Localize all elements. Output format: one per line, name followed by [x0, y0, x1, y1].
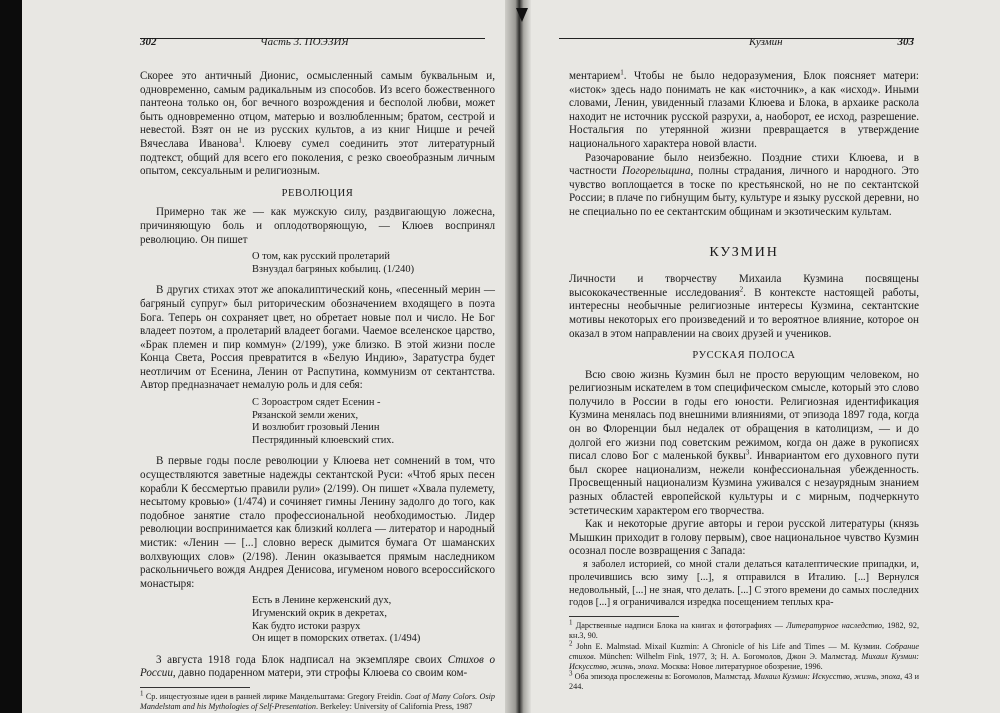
verse-quote: С Зороастром сядет Есенин - Рязанской земли жених, И возлюбит грозовый Ленин Пестрядинный клюевский стих. [252, 397, 395, 446]
paragraph: Скорее это античный Дионис, осмысленный самым буквальным и, одновременно, самым радикальным из способов. Из всего божественного пантеона только он, бог вечного возрождения и бесполой любви, может быть одновременно отцом, матерью и возлюбленным; братом, сестрой и невестой. Взят он не из русских культов, а из книг Ницше и речей Вячеслава Иванова$^1$. Клюеву сумел соединить этот литературный подтекст, общий для всего его поколения, с резко своеобразным личным опытом, сексуальным и религиозным. [140, 70, 495, 178]
footnote: 1 Ср. инцестуозные идеи в ранней лирике Мандельштама: Gregory Freidin. Coat of Many Colors. Osip Mandelstam and his Mythologies of Self-Presentation. Berkeley: University of California Press, 1987 [140, 689, 495, 712]
verse-quote: О том, как русский пролетарий Взнуздал багряных кобылиц. (1/240) [252, 251, 415, 275]
footnote: 2 John E. Malmstad. Mixail Kuzmin: A Chronicle of his Life and Times — M. Кузмин. Собрание стихов. München: Wilhelm Fink, 1977, 3; Н. А. Богомолов, Джон Э. Малмстад. Михаил Кузмин: Искусство, жизнь, эпоха. Москва: Новое литературное обозрение, 1996. [569, 638, 920, 671]
verse-quote: Есть в Ленине керженский дух, Игуменский окрик в декретах, Как будто истоки разрух Он ищет в поморских ответах. (1/494) [252, 595, 421, 645]
right-running-title: Кузмин [749, 36, 783, 48]
section-heading-russian-strip: РУССКАЯ ПОЛОСА [692, 350, 796, 362]
chapter-title-kuzmin: КУЗМИН [709, 244, 779, 260]
paragraph: В первые годы после революции у Клюева нет сомнений в том, что осуществляются заветные надежды сектантской Руси: «Чтоб ярых песен корабли К бессмертью правили рули» (2/199). Он пишет «Хвала пулемету, несытому кровью» (1/474) и сочиняет гимны Ленину задолго до того, как подобное занятие стало профессиональной необходимостью. Лидер революции воспринимается как близкий коллега — литератор и народный мистик: «Ленин — [...] словно вереск дымится бумага От шаманских волхвующих слов» (2/198). Ленин оказывается прямым наследником раскольничьего вождя Андрея Денисова, игуменом нового всероссийского монастыря: [140, 455, 495, 590]
footnote: 3 Оба эпизода прослежены в: Богомолов, Малмстад. Михаил Кузмин: Искусство, жизнь, эпоха, 43 и 244. [569, 669, 919, 692]
book-gutter [505, 0, 531, 713]
right-body-text [569, 70, 919, 693]
left-running-title: Часть 3. ПОЭЗИЯ [260, 36, 349, 48]
paragraph: 3 августа 1918 года Блок надписал на экземпляре своих Стихов о России, давно подаренном матери, эти строфы Клюева со своим ком- [140, 653, 495, 680]
right-page [531, 0, 1000, 713]
paragraph: Примерно так же — как мужскую силу, раздвигающую ложесна, причиняющую боль и оплодотворяющую, — Клюев воспринял революцию. Он пишет [140, 206, 495, 246]
left-page [22, 0, 505, 713]
scan-left-edge [0, 0, 22, 713]
paragraph: В других стихах этот же апокалиптический конь, «песенный мерин — багряный супруг» был риторическим обозначением входящего в поэта Бога. Теперь он сохраняет цвет, но обретает новые пол и число. Не Бог владеет поэтом, а пролетарий владеет богами. Чаемое вселенское царство, «Брак племен и пир коммун» (2/199), уже близко. В этой жизни после Конца Света, Россия превратится в «Белую Индию», Заратустра будет неотличим от Есенина, Ленин от Распутина, коммунизм от сектантства. Автор предназначает немалую роль и для себя: [140, 284, 495, 392]
left-body-text [140, 70, 495, 712]
scan-marker [516, 8, 528, 22]
section-heading-revolution: РЕВОЛЮЦИЯ [281, 187, 354, 199]
footnote: 1 Дарственные надписи Блока на книгах и фотографиях — Литературное наследство, 1982, 92, кн.3, 90. [569, 618, 920, 641]
paragraph: Разочарование было неизбежно. Поздние стихи Клюева, и в частности Погорельщина, полны страдания, личного и народного. Это чувство воплощается в тоске по крестьянской, но не по сектантской России; в плаче по гибнущим быту, культуре и языку русской деревни, но не специально по ее сектантским общинам и экзотическим культам. [569, 151, 919, 218]
footnote-rule [140, 687, 250, 688]
right-page-number: 303 [897, 36, 914, 48]
paragraph: Как и некоторые другие авторы и герои русской литературы (князь Мышкин приходит в голову первым), свое национальное чувство Кузмин осознал после возвращения с Запада: [569, 518, 919, 558]
right-running-head [559, 36, 914, 48]
block-quote: я заболел историей, со мной стали делаться каталептические припадки, и, пролечившись всю зиму [...], я отправился в Италию. [...] Вернулся недовольный, [...] не зная, что делать. [...] С этого времени до самых последних годов [...] я ограничивался изредка посещением теплых кра- [569, 559, 919, 609]
paragraph: Всю свою жизнь Кузмин был не просто верующим человеком, но религиозным искателем в том специфическом смысле, который это слово получило в России в годы его юности. Религиозная идентификация Кузмина менялась под внешними влияниями, от эпизода 1897 года, когда он во Флоренции был недалек от обращения в католицизм, — и до долгой его жизни под советским режимом, когда он даже в рукописях писал слово Бог с маленькой буквы$^3$. Инвариантом его духовного пути был скорее национализм, нежели конфессиональная убежденность. Просвещенный национализм Кузмина уживался с незаурядным знанием разных областей европейской культуры и с мирным, подчеркнуто эстетическим характером его творчества. [569, 368, 919, 517]
left-page-number: 302 [140, 36, 157, 48]
paragraph: ментарием$^1$. Чтобы не было недоразумения, Блок поясняет матери: «исток» здесь надо понимать не как «источник», а как «исход». Иными словами, Ленин, увиденный глазами Клюева и Блока, в архаике раскола находит не источник русской разрухи, а, наоборот, ее исход, разрешение. Ностальгия по утерянной жизни превращается в утверждение национального характера новой власти. [569, 68, 919, 150]
left-running-head [140, 36, 485, 48]
footnote-rule [569, 616, 679, 617]
paragraph: Личности и творчеству Михаила Кузмина посвящены высококачественные исследования$^2$. В контексте настоящей работы, интересны необычные религиозные интересы Кузмина, сектантские мотивы некоторых его произведений и то вероятное влияние, которое он оказал в этом направлении на своих друзей и учеников. [569, 273, 919, 340]
